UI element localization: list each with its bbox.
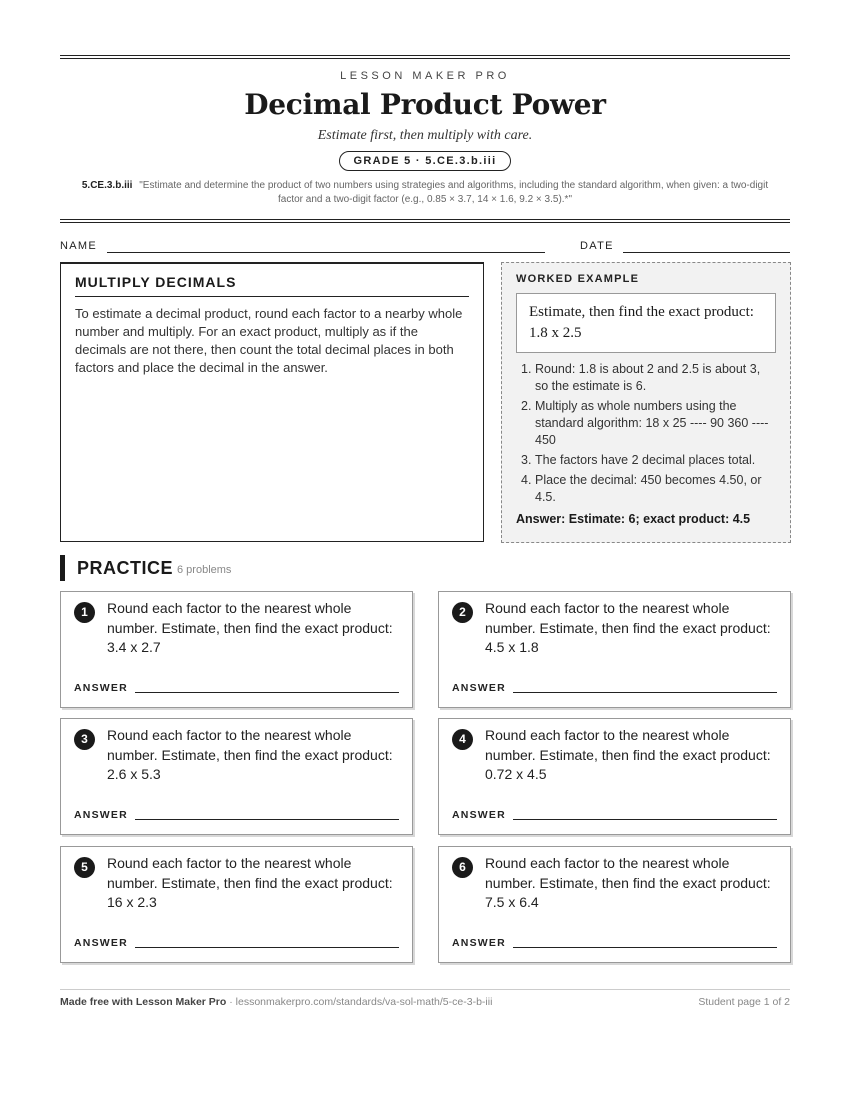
date-label: DATE <box>580 240 614 252</box>
step-number: 3. <box>521 453 532 467</box>
problem-text: Round each factor to the nearest whole number. Estimate, then find the exact product: 16 x 2.3 <box>107 855 393 910</box>
problem-number-badge: 1 <box>74 602 95 623</box>
problem-number-badge: 2 <box>452 602 473 623</box>
example-step <box>516 472 776 506</box>
problem-text: Round each factor to the nearest whole number. Estimate, then find the exact product: 0.72 x 4.5 <box>485 727 771 782</box>
worked-example-answer: Answer: Estimate: 6; exact product: 4.5 <box>516 512 751 526</box>
worked-example-problem: Estimate, then find the exact product: 1.8 x 2.5 <box>516 293 776 353</box>
standard-text: "Estimate and determine the product of two numbers using strategies and algorithms, including the standard algorithm, when given: a two-digit factor and a two-digit factor (e.g., 0.85 × 3.7, 14 × 1.6, 9.2 × 3.5).*" <box>139 180 769 205</box>
answer-label: ANSWER <box>74 682 128 694</box>
step-text: Round: 1.8 is about 2 and 2.5 is about 3, so the estimate is 6. <box>535 362 761 393</box>
problem-number-badge: 6 <box>452 857 473 878</box>
example-step <box>516 398 776 449</box>
standard-description <box>60 179 790 207</box>
problem-number-badge: 3 <box>74 729 95 750</box>
problem-text: Round each factor to the nearest whole number. Estimate, then find the exact product: 7.5 x 6.4 <box>485 855 771 910</box>
footer-rule <box>60 989 790 990</box>
practice-problem-card <box>60 591 413 708</box>
practice-problem-card <box>438 718 791 835</box>
practice-problem-card <box>60 718 413 835</box>
problem-number-badge: 4 <box>452 729 473 750</box>
example-step <box>516 452 776 469</box>
name-label: NAME <box>60 240 97 252</box>
step-text: Multiply as whole numbers using the standard algorithm: 18 x 25 ---- 90 360 ---- 450 <box>535 399 769 447</box>
problem-text: Round each factor to the nearest whole number. Estimate, then find the exact product: 4.5 x 1.8 <box>485 600 771 655</box>
worked-example-box <box>501 262 791 543</box>
step-number: 4. <box>521 473 532 487</box>
step-number: 1. <box>521 362 532 376</box>
footer-url: · lessonmakerpro.com/standards/va-sol-math/5-ce-3-b-iii <box>226 996 493 1008</box>
answer-line[interactable] <box>513 819 777 820</box>
step-text: The factors have 2 decimal places total. <box>535 453 756 467</box>
worksheet-title: Decimal Product Power <box>244 88 606 121</box>
worked-example-steps <box>516 361 776 506</box>
answer-line[interactable] <box>135 947 399 948</box>
name-date-row <box>60 238 790 258</box>
standard-code: 5.CE.3.b.iii <box>81 180 133 191</box>
brand-name: LESSON MAKER PRO <box>340 70 510 82</box>
problem-text: Round each factor to the nearest whole number. Estimate, then find the exact product: 3.4 x 2.7 <box>107 600 393 655</box>
answer-line[interactable] <box>135 819 399 820</box>
example-step <box>516 361 776 395</box>
answer-line[interactable] <box>135 692 399 693</box>
footer-page-number: Student page 1 of 2 <box>698 996 790 1008</box>
date-line[interactable] <box>623 252 790 253</box>
worksheet-page <box>60 55 790 1008</box>
worksheet-subtitle: Estimate first, then multiply with care. <box>317 128 533 143</box>
problem-text: Round each factor to the nearest whole number. Estimate, then find the exact product: 2.6 x 5.3 <box>107 727 393 782</box>
concept-body: To estimate a decimal product, round each factor to a nearby whole number and multiply. For an exact product, multiply as if the decimals are not there, then count the total decimal places in both factors and place the decimal in the answer. <box>75 306 463 375</box>
answer-line[interactable] <box>513 692 777 693</box>
answer-label: ANSWER <box>74 809 128 821</box>
problem-number-badge: 5 <box>74 857 95 878</box>
practice-problem-card <box>438 591 791 708</box>
answer-label: ANSWER <box>452 809 506 821</box>
answer-label: ANSWER <box>74 937 128 949</box>
practice-problem-card <box>438 846 791 963</box>
name-line[interactable] <box>107 252 545 253</box>
practice-accent-bar <box>60 555 65 581</box>
top-double-rule <box>60 55 790 59</box>
concept-title: MULTIPLY DECIMALS <box>75 274 469 297</box>
footer-made-with: Made free with Lesson Maker Pro <box>60 996 227 1008</box>
header-bottom-rule <box>60 219 790 223</box>
answer-label: ANSWER <box>452 937 506 949</box>
practice-title: PRACTICE <box>77 558 174 578</box>
footer <box>60 996 790 1008</box>
worked-example-title: WORKED EXAMPLE <box>516 273 640 285</box>
answer-label: ANSWER <box>452 682 506 694</box>
concept-box <box>60 262 484 542</box>
answer-line[interactable] <box>513 947 777 948</box>
step-number: 2. <box>521 399 532 413</box>
step-text: Place the decimal: 450 becomes 4.50, or 4.5. <box>535 473 762 504</box>
practice-problem-card <box>60 846 413 963</box>
grade-standard-badge: GRADE 5 · 5.CE.3.b.iii <box>339 151 512 171</box>
practice-count: 6 problems <box>177 564 232 576</box>
